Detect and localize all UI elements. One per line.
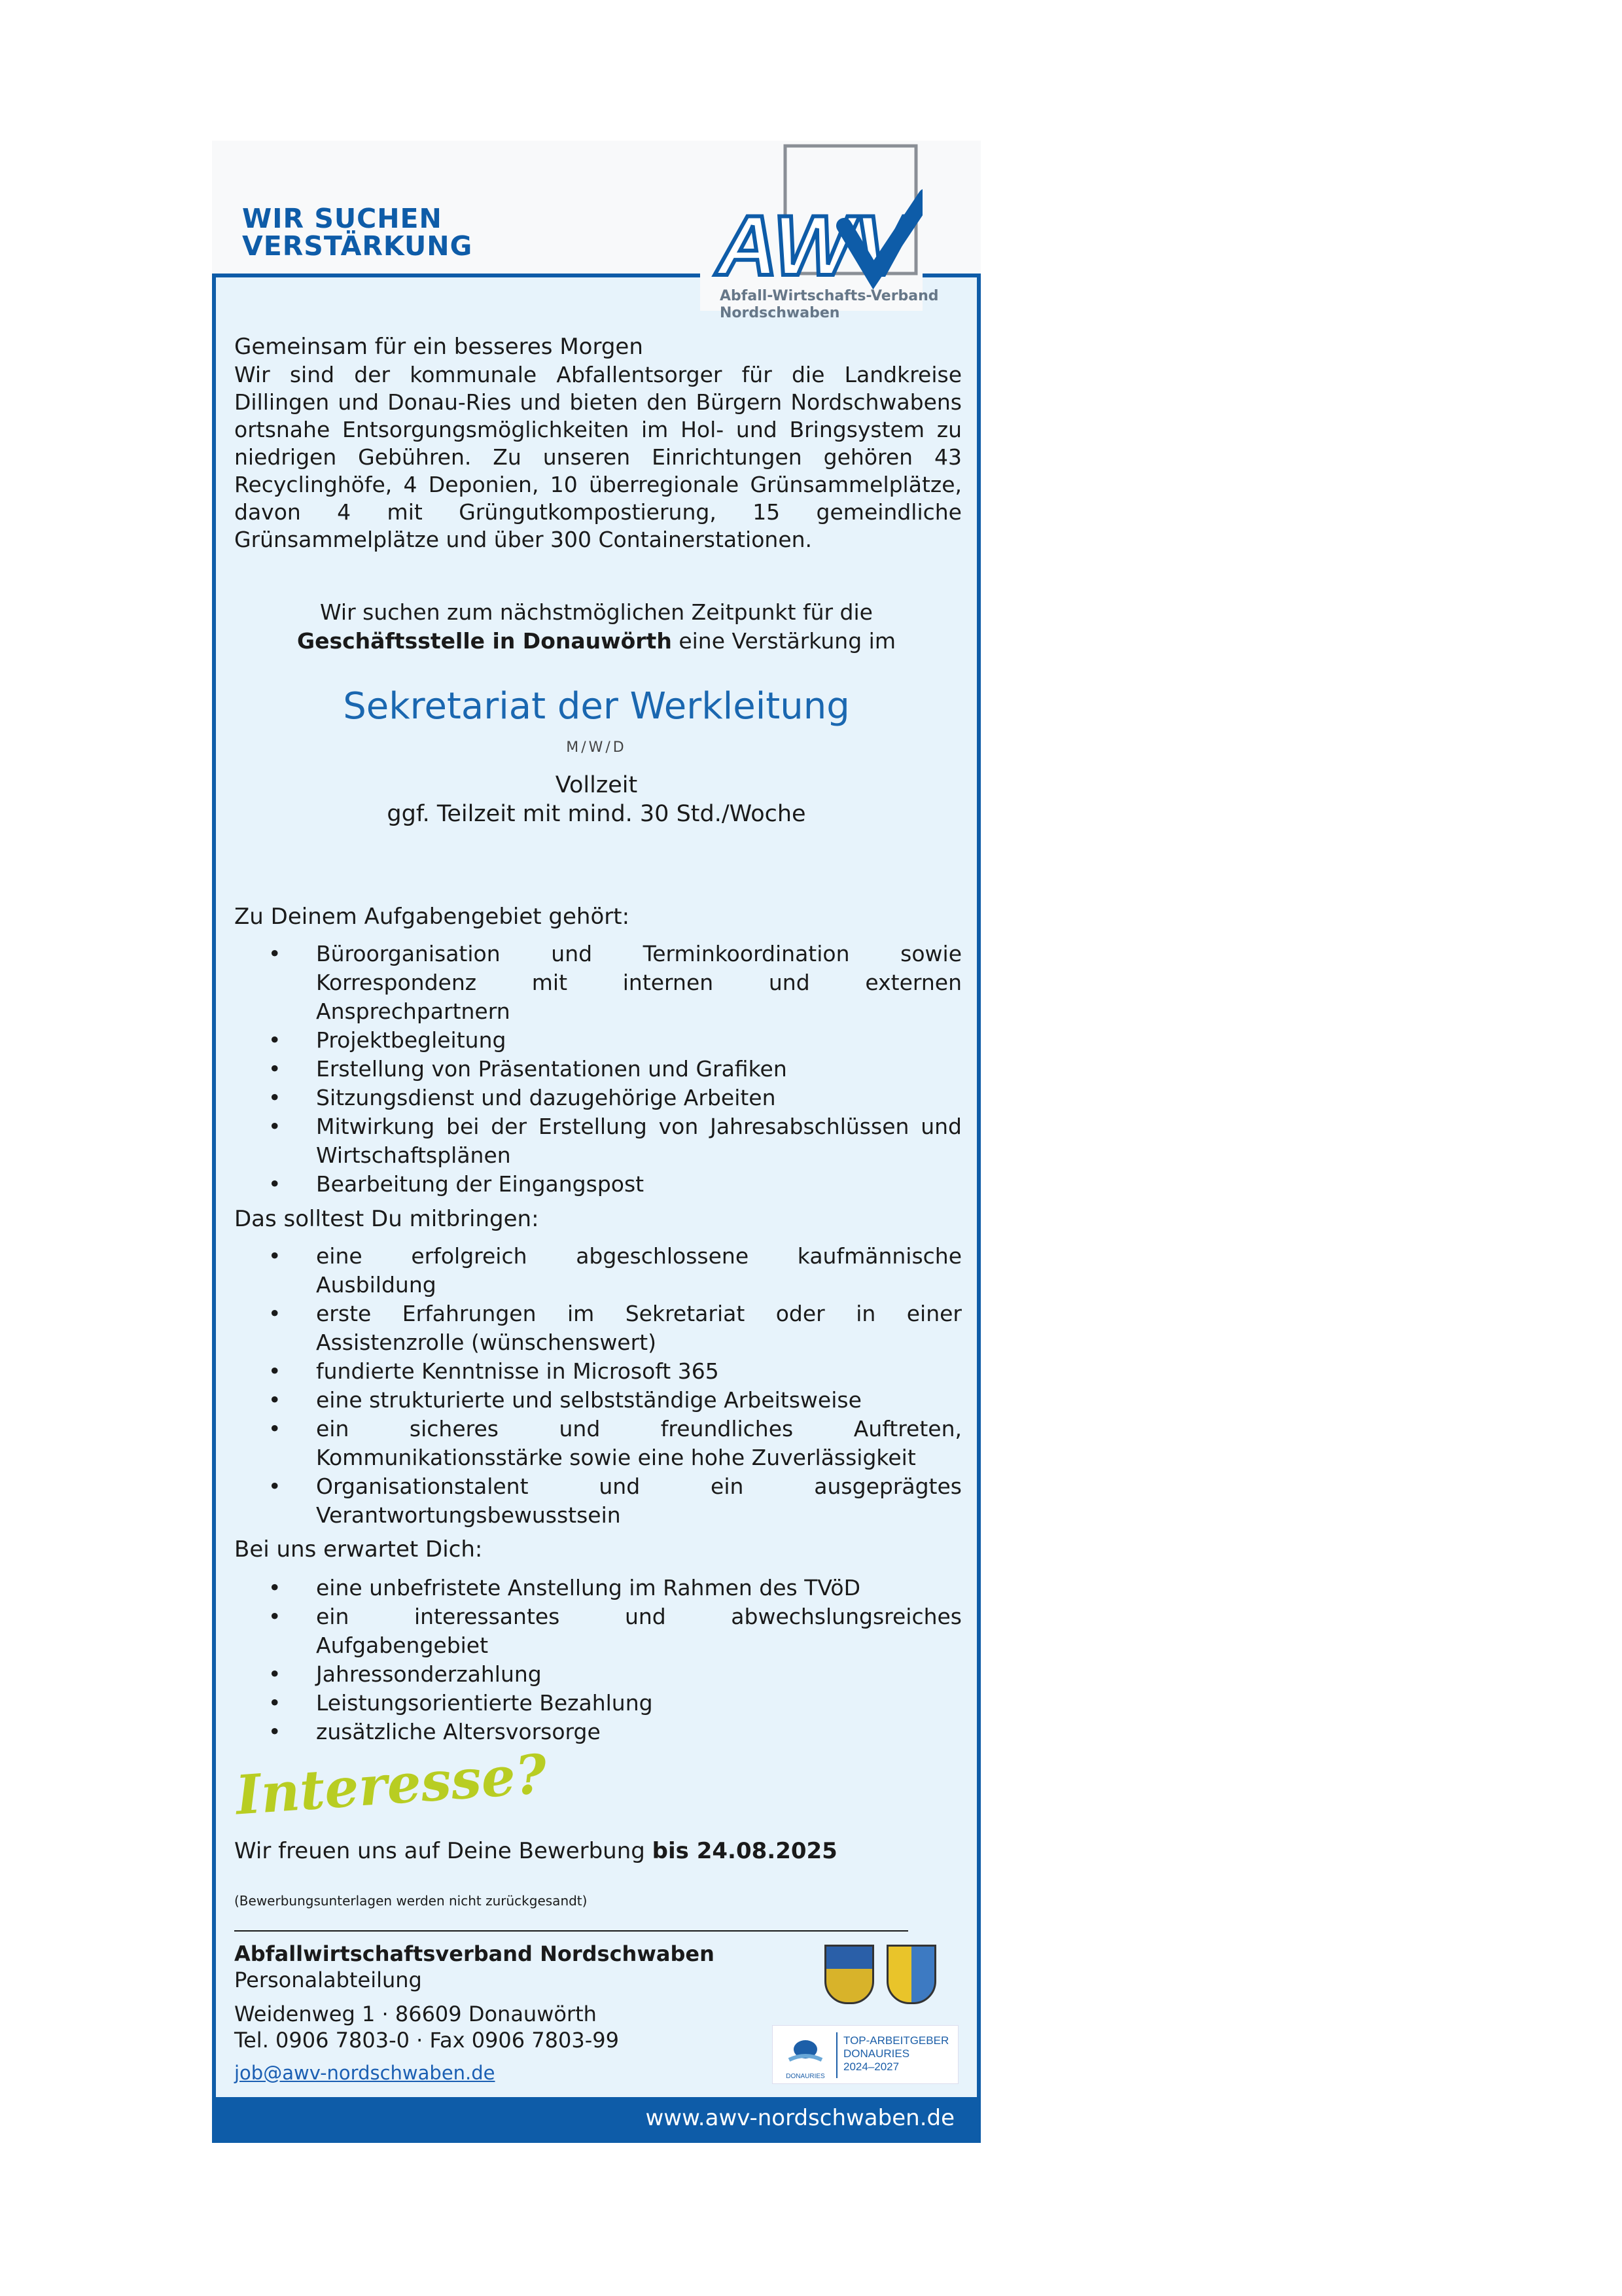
job-title: Sekretariat der Werkleitung [343,685,850,728]
headline [242,205,472,260]
badge-line3: 2024–2027 [843,2060,900,2073]
logo-letters: AWV [716,198,911,293]
requirements-list [234,1242,962,1530]
intro-heading: Gemeinsam für ein besseres Morgen [234,334,643,360]
contact-email-link[interactable]: job@awv-nordschwaben.de [234,2062,495,2084]
work-hours [212,771,981,828]
contact-dept: Personalabteilung [234,1968,422,1992]
hours-fulltime: Vollzeit [555,772,638,798]
list-item: • erste Erfahrungen im Sekretariat oder in einer Assistenzrolle (wünschenswert) [234,1299,962,1357]
list-item: • Leistungsorientierte Bezahlung [234,1689,962,1718]
list-item: • ein sicheres und freundliches Auftreten, Kommunikationsstärke sowie eine hohe Zuverlässigkeit [234,1415,962,1472]
divider [234,1930,908,1932]
list-item: • fundierte Kenntnisse in Microsoft 365 [234,1357,962,1386]
interesse-headline: Interesse? [234,1742,549,1828]
apply-sentence: Wir freuen uns auf Deine Bewerbung [234,1838,652,1864]
benefits-list [234,1574,962,1746]
awv-logo [700,141,923,311]
apply-deadline: bis 24.08.2025 [652,1838,837,1864]
search-location: Geschäftsstelle in Donauwörth [297,628,672,654]
list-item: • eine erfolgreich abgeschlossene kaufmännische Ausbildung [234,1242,962,1299]
search-text [212,598,981,656]
list-item: • Organisationstalent und ein ausgeprägtes Verantwortungsbewusstsein [234,1472,962,1530]
list-item: • Erstellung von Präsentationen und Grafiken [234,1055,962,1084]
tasks-list [234,940,962,1199]
headline-line1: WIR SUCHEN [242,203,442,234]
badge-line1: TOP-ARBEITGEBER [843,2034,949,2047]
list-item: • ein interessantes und abwechslungsreiches Aufgabengebiet [234,1602,962,1660]
dillingen-crest-icon [824,1945,874,2004]
list-item: • eine strukturierte und selbstständige Arbeitsweise [234,1386,962,1415]
contact-address: Weidenweg 1 · 86609 Donauwörth [234,2002,597,2026]
donau-ries-crest-icon [887,1945,936,2004]
contact-phone: Tel. 0906 7803-0 · Fax 0906 7803-99 [234,2028,619,2053]
benefits-heading: Bei uns erwartet Dich: [234,1536,483,1563]
top-employer-badge [772,2025,959,2084]
awv-logo-graphic [700,141,923,311]
list-item: • zusätzliche Altersvorsorge [234,1718,962,1746]
requirements-heading: Das solltest Du mitbringen: [234,1206,539,1232]
apply-text [234,1837,962,1865]
list-item: • eine unbefristete Anstellung im Rahmen des TVöD [234,1574,962,1602]
footer-bar [212,2097,981,2143]
badge-line2: DONAURIES [843,2047,910,2060]
search-line1: Wir suchen zum nächstmöglichen Zeitpunkt für die [320,599,873,625]
intro-body: Wir sind der kommunale Abfallentsorger für die Landkreise Dillingen und Donau-Ries und bieten den Bürgern Nordschwabens ortsnahe Entsorgungsmöglichkeiten im Hol- und Bringsystem zu niedrigen Gebühren. Zu unseren Einrichtungen gehören 43 Recyclinghöfe, 4 Deponien, 10 überregionale Grünsammelplätze, davon 4 mit Grüngutkompostierung, 15 gemeindliche Grünsammelplätze und über 300 Containerstationen. [234,362,962,552]
list-item: • Bearbeitung der Eingangspost [234,1170,962,1199]
badge-logo-text: DONAURIES [786,2073,825,2080]
gender-note: M/W/D [566,739,627,756]
logo-subtitle-line2: Nordschwaben [720,305,840,321]
logo-subtitle [720,288,939,322]
top-employer-badge-graphic [773,2026,958,2083]
list-item: • Mitwirkung bei der Erstellung von Jahresabschlüssen und Wirtschaftsplänen [234,1112,962,1170]
return-note: (Bewerbungsunterlagen werden nicht zurückgesandt) [234,1893,588,1909]
logo-subtitle-line1: Abfall-Wirtschafts-Verband [720,288,939,304]
list-item: • Büroorganisation und Terminkoordination sowie Korrespondenz mit internen und externen Ansprechpartnern [234,940,962,1026]
list-item: • Jahressonderzahlung [234,1660,962,1689]
headline-line2: VERSTÄRKUNG [242,230,473,262]
search-line2 [212,627,981,656]
list-item: • Projektbegleitung [234,1026,962,1055]
website-link[interactable]: www.awv-nordschwaben.de [645,2105,955,2131]
tasks-heading: Zu Deinem Aufgabengebiet gehört: [234,904,630,930]
contact-org: Abfallwirtschaftsverband Nordschwaben [234,1941,714,1966]
search-line2-rest: eine Verstärkung im [671,628,896,654]
list-item: • Sitzungsdienst und dazugehörige Arbeiten [234,1084,962,1112]
hours-parttime: ggf. Teilzeit mit mind. 30 Std./Woche [387,801,806,827]
